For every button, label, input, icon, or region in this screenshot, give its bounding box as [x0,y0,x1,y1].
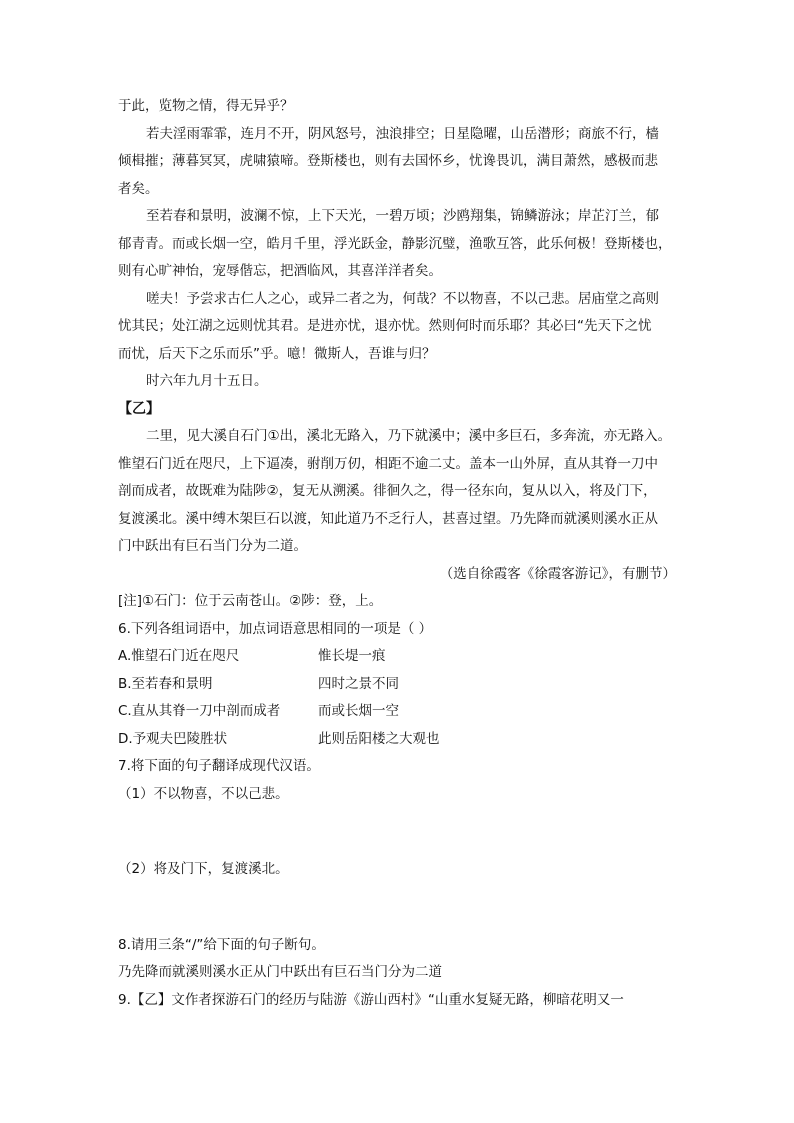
passage-yi-line: 复渡溪北。溪中缚木架巨石以渡，知此道乃不乏行人，甚喜过望。乃先降而就溪则溪水正从 [118,510,658,527]
question-6-option-c [118,698,678,726]
question-6-option-a [118,643,678,671]
question-7-item-2: （2）将及门下，复渡溪北。 [118,861,289,877]
question-7-item-1: （1）不以物喜，不以己悲。 [118,785,289,802]
passage-jia-line: 则有心旷神怡，宠辱偕忘，把酒临风，其喜洋洋者矣。 [118,263,442,279]
option-right: 惟长堤一痕 [318,648,386,664]
option-left: D.予观夫巴陵胜状 [118,730,228,747]
passage-jia-line: 于此，览物之情，得无异乎？ [118,98,294,114]
passage-jia-line: 而忧，后天下之乐而乐”乎。噫！微斯人，吾谁与归？ [118,345,436,362]
passage-yi-line: 二里，见大溪自石门①出，溪北无路入，乃下就溪中；溪中多巨石，多奔流，亦无路入。 [146,428,672,444]
question-6-stem: 6.下列各组词语中，加点词语意思相同的一项是（ ） [118,620,433,637]
option-left: B.至若春和景明 [118,675,213,692]
answer-space [118,808,678,856]
passage-yi-line: 惟望石门近在咫尺，上下逼凑，驸削万仞，相距不逾二丈。盖本一山外屏，直从其脊一刀中 [118,455,658,472]
answer-space [118,884,678,932]
passage-jia-line: 嗟夫！予尝求古仁人之心，或异二者之为，何哉？不以物喜，不以己悲。居庙堂之高则 [146,290,659,307]
passage-jia-line: 倾楫摧；薄暮冥冥，虎啸猿啼。登斯楼也，则有去国怀乡，忧谗畏讥，满目萧然，感极而悲 [118,153,658,169]
option-left: A.惟望石门近在咫尺 [118,648,240,664]
option-right: 此则岳阳楼之大观也 [318,730,440,747]
passage-yi-line: 门中跃出有巨石当门分为二道。 [118,538,307,554]
passage-yi-line: 剖而成者，故既难为陆陟②，复无从溯溪。徘徊久之，得一径东向，复从以入，将及门下， [118,483,657,499]
passage-jia-line: 忧其民；处江湖之远则忧其君。是进亦忧，退亦忧。然则何时而乐耶？其必曰“先天下之忧 [118,318,652,334]
passage-jia-line: 若夫淫雨霏霏，连月不开，阴风怒号，浊浪排空；日星隐曜，山岳潜形；商旅不行，樯 [146,125,659,142]
document-page [118,93,678,1014]
passage-yi-note: [注]①石门：位于云南苍山。②陟：登，上。 [118,593,383,609]
question-7-stem: 7.将下面的句子翻译成现代汉语。 [118,758,320,774]
option-right: 而或长烟一空 [318,703,399,719]
passage-jia-line: 郁青青。而或长烟一空，皓月千里，浮光跃金，静影沉璧，渔歌互答，此乐何极！登斯楼也， [118,235,672,252]
question-6-option-b [118,671,678,699]
question-9-stem: 9.【乙】文作者探游石门的经历与陆游《游山西村》“山重水复疑无路，柳暗花明又一 [118,991,624,1008]
passage-yi-source: （选自徐霞客《徐霞客游记》，有删节） [439,565,676,582]
question-8-stem: 8.请用三条“/”给下面的句子断句。 [118,936,325,953]
option-right: 四时之景不同 [318,675,399,692]
question-6-option-d [118,726,678,754]
passage-jia-line: 至若春和景明，波澜不惊，上下天光，一碧万顷；沙鸥翔集，锦鳞游泳；岸芷汀兰，郁 [146,208,659,224]
option-left: C.直从其脊一刀中剖而成者 [118,703,281,719]
passage-jia-line: 者矣。 [118,180,159,197]
passage-jia-date: 时六年九月十五日。 [146,373,268,389]
question-8-sentence: 乃先降而就溪则溪水正从门中跃出有巨石当门分为二道 [118,964,442,980]
passage-yi-heading: 【乙】 [118,400,160,417]
